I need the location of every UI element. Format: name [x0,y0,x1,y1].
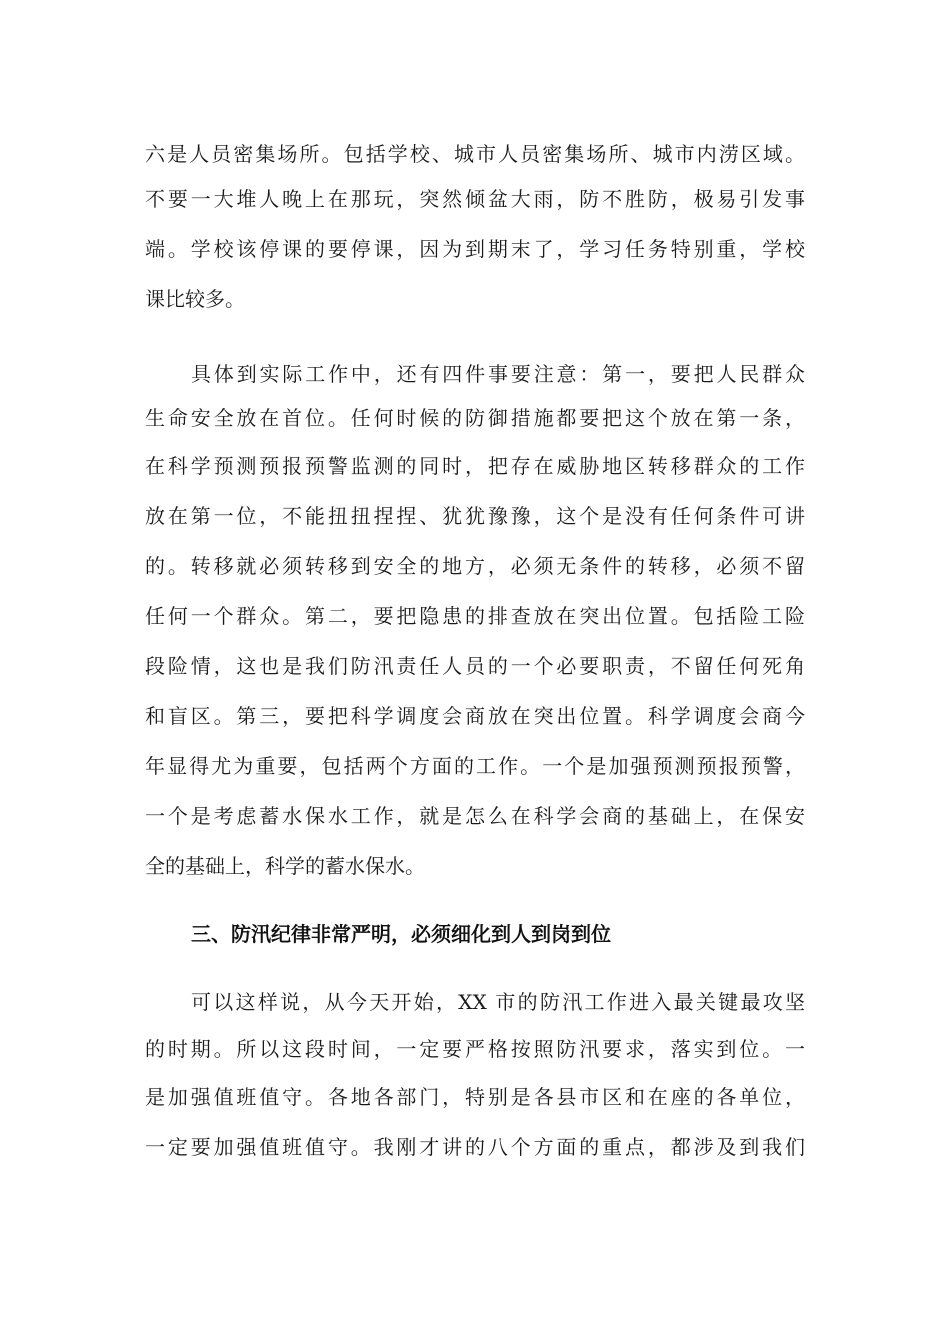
paragraph-3-line-2: 的时期。所以这段时间，一定要严格按照防汛要求，落实到位。一 [145,1037,805,1061]
paragraph-2-line-5: 的。转移就必须转移到安全的地方，必须无条件的转移，必须不留 [145,554,805,578]
paragraph-2-line-8: 和盲区。第三，要把科学调度会商放在突出位置。科学调度会商今 [145,704,805,728]
paragraph-1-line-3: 端。学校该停课的要停课，因为到期末了，学习任务特别重，学校 [145,237,805,261]
paragraph-2-line-4: 放在第一位，不能扭扭捏捏、犹犹豫豫，这个是没有任何条件可讲 [145,504,805,528]
paragraph-2-line-9: 年显得尤为重要，包括两个方面的工作。一个是加强预测预报预警， [145,754,805,778]
paragraph-2-line-3: 在科学预测预报预警监测的同时，把存在威胁地区转移群众的工作 [145,454,805,478]
paragraph-2-line-11: 全的基础上，科学的蓄水保水。 [145,854,425,878]
paragraph-2-line-7: 段险情，这也是我们防汛责任人员的一个必要职责，不留任何死角 [145,654,805,678]
paragraph-1-line-2: 不要一大堆人晚上在那玩，突然倾盆大雨，防不胜防，极易引发事 [145,187,805,211]
paragraph-3-line-3: 是加强值班值守。各地各部门，特别是各县市区和在座的各单位， [145,1085,805,1109]
section-heading-3: 三、防汛纪律非常严明，必须细化到人到岗到位 [191,922,611,946]
paragraph-2-line-2: 生命安全放在首位。任何时候的防御措施都要把这个放在第一条， [145,406,805,430]
paragraph-2-line-1: 具体到实际工作中，还有四件事要注意：第一，要把人民群众 [191,362,805,386]
paragraph-2-line-6: 任何一个群众。第二，要把隐患的排查放在突出位置。包括险工险 [145,604,805,628]
paragraph-1-line-1: 六是人员密集场所。包括学校、城市人员密集场所、城市内涝区域。 [145,142,805,166]
paragraph-3-line-1: 可以这样说，从今天开始，XX 市的防汛工作进入最关键最攻坚 [191,990,805,1014]
paragraph-3-line-4: 一定要加强值班值守。我刚才讲的八个方面的重点，都涉及到我们 [145,1135,805,1159]
paragraph-1-line-4: 课比较多。 [145,287,245,311]
paragraph-2-line-10: 一个是考虑蓄水保水工作，就是怎么在科学会商的基础上，在保安 [145,804,805,828]
